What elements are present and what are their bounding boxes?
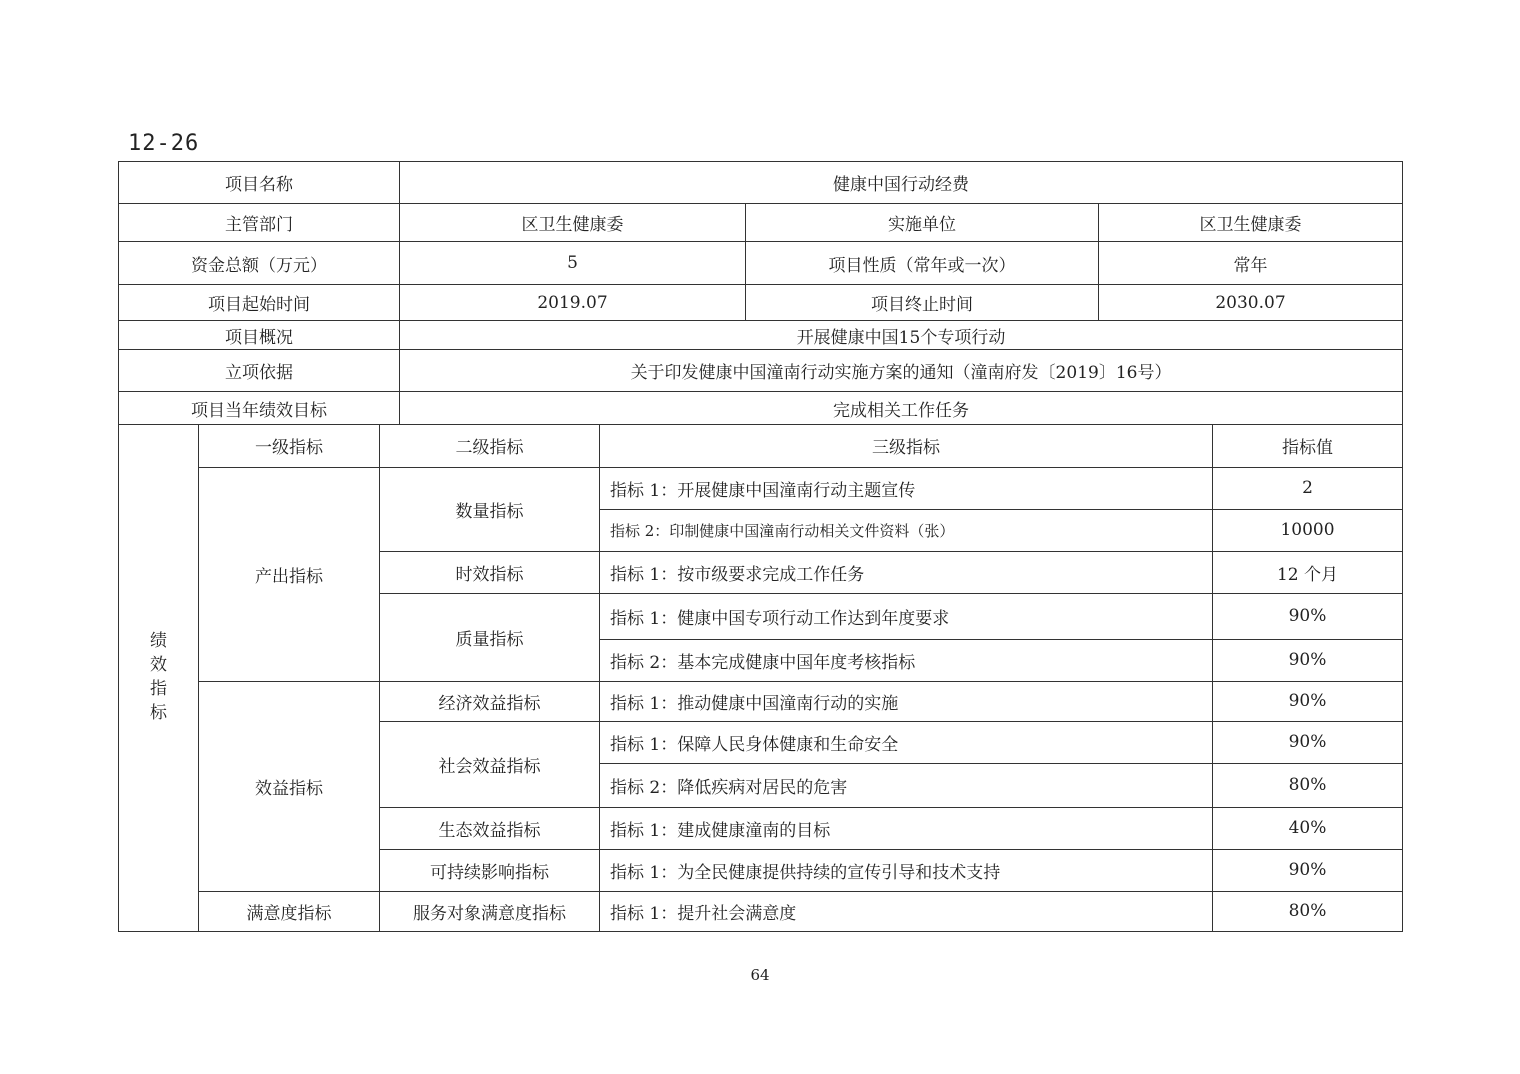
project-info-table	[118, 161, 1403, 425]
level2-quantity: 数量指标	[380, 467, 600, 551]
metric-text: 指标 1：健康中国专项行动工作达到年度要求	[600, 593, 1213, 639]
metric-value: 40%	[1213, 807, 1403, 849]
value-start: 2019.07	[400, 285, 746, 321]
level2-quality: 质量指标	[380, 593, 600, 681]
side-label-performance: 绩效指标	[119, 424, 199, 931]
header-level2: 二级指标	[380, 424, 600, 467]
metric-text: 指标 2：基本完成健康中国年度考核指标	[600, 639, 1213, 681]
label-nature: 项目性质（常年或一次）	[746, 242, 1099, 285]
metric-value: 90%	[1213, 721, 1403, 763]
table-row	[119, 891, 1403, 931]
metrics-table	[118, 424, 1403, 932]
metric-text: 指标 2：印制健康中国潼南行动相关文件资料（张）	[600, 509, 1213, 551]
metric-text: 指标 1：按市级要求完成工作任务	[600, 551, 1213, 593]
level2-service-satisfaction: 服务对象满意度指标	[380, 891, 600, 931]
label-start: 项目起始时间	[119, 285, 400, 321]
label-goal: 项目当年绩效目标	[119, 392, 400, 425]
value-goal: 完成相关工作任务	[400, 392, 1403, 425]
metric-value: 90%	[1213, 593, 1403, 639]
label-fund: 资金总额（万元）	[119, 242, 400, 285]
metric-value: 80%	[1213, 763, 1403, 807]
row-goal	[119, 392, 1403, 425]
table-row	[119, 467, 1403, 509]
level2-timeliness: 时效指标	[380, 551, 600, 593]
level2-sustain: 可持续影响指标	[380, 849, 600, 891]
value-dept: 区卫生健康委	[400, 204, 746, 242]
metric-text: 指标 2：降低疾病对居民的危害	[600, 763, 1213, 807]
row-basis	[119, 350, 1403, 392]
value-end: 2030.07	[1099, 285, 1403, 321]
metric-value: 12 个月	[1213, 551, 1403, 593]
metric-text: 指标 1：开展健康中国潼南行动主题宣传	[600, 467, 1213, 509]
row-project-name	[119, 162, 1403, 204]
level2-economic: 经济效益指标	[380, 681, 600, 721]
label-impl: 实施单位	[746, 204, 1099, 242]
value-nature: 常年	[1099, 242, 1403, 285]
row-fund	[119, 242, 1403, 285]
label-end: 项目终止时间	[746, 285, 1099, 321]
value-basis: 关于印发健康中国潼南行动实施方案的通知（潼南府发〔2019〕16号）	[400, 350, 1403, 392]
metric-text: 指标 1：保障人民身体健康和生命安全	[600, 721, 1213, 763]
row-overview	[119, 321, 1403, 350]
metrics-header-row	[119, 424, 1403, 467]
page-number: 64	[750, 966, 770, 984]
row-time	[119, 285, 1403, 321]
level1-satisfaction: 满意度指标	[199, 891, 380, 931]
level2-ecological: 生态效益指标	[380, 807, 600, 849]
value-fund: 5	[400, 242, 746, 285]
value-impl: 区卫生健康委	[1099, 204, 1403, 242]
header-level1: 一级指标	[199, 424, 380, 467]
metric-value: 90%	[1213, 849, 1403, 891]
metric-value: 90%	[1213, 681, 1403, 721]
label-overview: 项目概况	[119, 321, 400, 350]
metric-value: 10000	[1213, 509, 1403, 551]
document-id: 12-26	[128, 131, 200, 156]
metric-value: 2	[1213, 467, 1403, 509]
level2-social: 社会效益指标	[380, 721, 600, 807]
header-level3: 三级指标	[600, 424, 1213, 467]
label-dept: 主管部门	[119, 204, 400, 242]
metric-value: 80%	[1213, 891, 1403, 931]
metric-text: 指标 1：推动健康中国潼南行动的实施	[600, 681, 1213, 721]
metric-text: 指标 1：建成健康潼南的目标	[600, 807, 1213, 849]
metric-text: 指标 1：为全民健康提供持续的宣传引导和技术支持	[600, 849, 1213, 891]
value-project-name: 健康中国行动经费	[400, 162, 1403, 204]
header-value: 指标值	[1213, 424, 1403, 467]
label-project-name: 项目名称	[119, 162, 400, 204]
row-dept	[119, 204, 1403, 242]
table-row	[119, 681, 1403, 721]
level1-benefit: 效益指标	[199, 681, 380, 891]
metric-value: 90%	[1213, 639, 1403, 681]
label-basis: 立项依据	[119, 350, 400, 392]
value-overview: 开展健康中国15个专项行动	[400, 321, 1403, 350]
level1-output: 产出指标	[199, 467, 380, 681]
metric-text: 指标 1：提升社会满意度	[600, 891, 1213, 931]
